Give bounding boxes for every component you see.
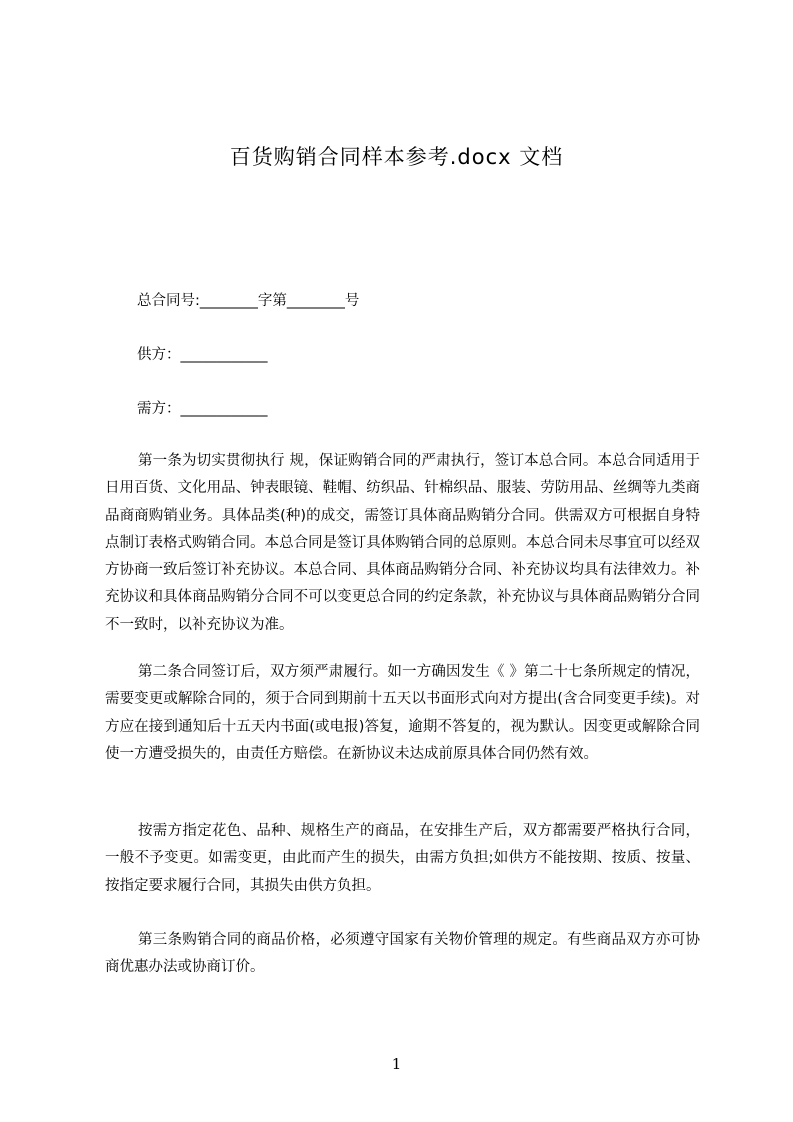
contract-number-line: 总合同号:________字第________号 [137,293,360,309]
buyer-line: 需方：____________ [137,401,268,417]
supplier-line: 供方：____________ [137,347,268,363]
paragraph-article-2: 第二条合同签订后，双方须严肃履行。如一方确因发生《 》第二十七条所规定的情况，需要变更或解除合同的，须于合同到期前十五天以书面形式向对方提出(含合同变更手续)。对方应在接到通知后十五天内书面(或电报)答复，逾期不答复的，视为默认。因变更或解除合同使一方遭受损失的，由责任方赔偿。在新协议未达成前原具体合同仍然有效。 [105,664,700,762]
page-number: 1 [391,1055,402,1073]
paragraph-article-3: 第三条购销合同的商品价格，必须遵守国家有关物价管理的规定。有些商品双方亦可协商优惠办法或协商订价。 [105,932,700,976]
document-title: 百货购销合同样本参考.docx 文档 [229,145,564,169]
paragraph-article-1: 第一条为切实贯彻执行 规，保证购销合同的严肃执行，签订本总合同。本总合同适用于日用百货、文化用品、钟表眼镜、鞋帽、纺织品、针棉织品、服装、劳防用品、丝绸等九类商品商商购销业务。具体品类(种)的成交，需签订具体商品购销分合同。供需双方可根据自身特点制订表格式购销合同。本总合同是签订具体购销合同的总原则。本总合同未尽事宜可以经双方协商一致后签订补充协议。本总合同、具体商品购销分合同、补充协议均具有法律效力。补充协议和具体商品购销分合同不可以变更总合同的约定条款，补充协议与具体商品购销分合同不一致时，以补充协议为准。 [105,453,700,633]
paragraph-custom-goods: 按需方指定花色、品种、规格生产的商品，在安排生产后，双方都需要严格执行合同，一般不予变更。如需变更，由此而产生的损失，由需方负担;如供方不能按期、按质、按量、按指定要求履行合同，其损失由供方负担。 [105,823,700,894]
